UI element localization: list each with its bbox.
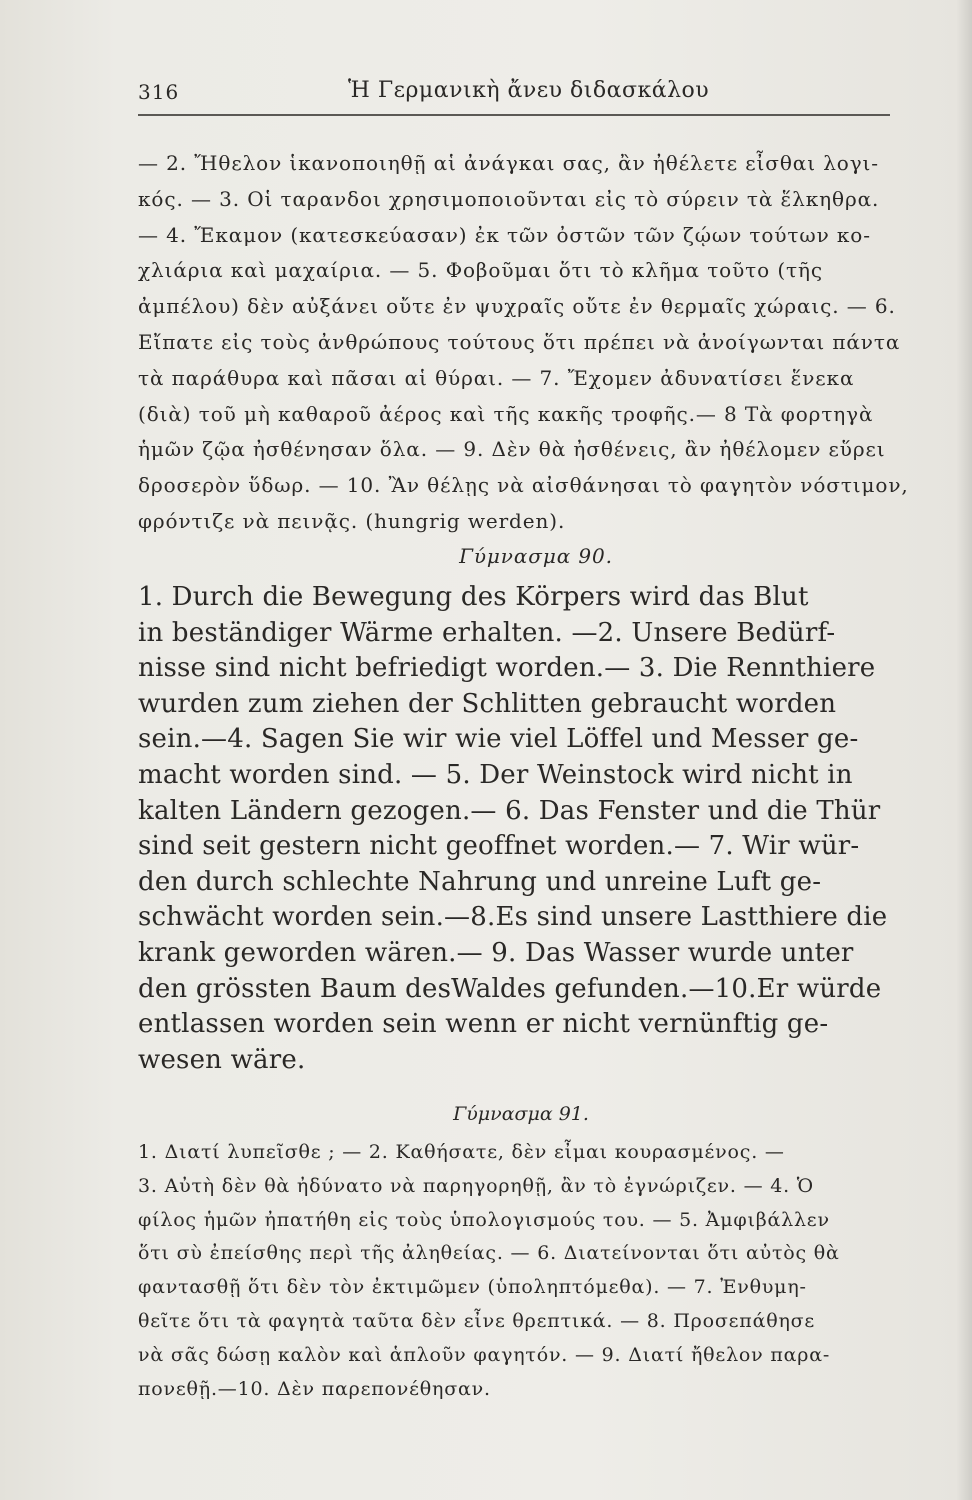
page-number: 316 — [138, 80, 180, 104]
text-line: ἀμπέλου) δὲν αὐξάνει οὔτε ἐν ψυχραῖς οὔτε ἐν θερμαῖς χώραις. — 6. — [138, 294, 896, 319]
page-edge-shadow — [956, 0, 972, 1500]
text-line: in beständiger Wärme erhalten. —2. Unsere Bedürf- — [138, 617, 836, 648]
running-title: Ἡ Γερμανικὴ ἄνευ διδασκάλου — [348, 78, 710, 103]
text-line: φίλος ἡμῶν ἠπατήθη εἰς τοὺς ὑπολογισμούς του. — 5. Ἀμφιβάλλεν — [138, 1208, 830, 1231]
page-header — [138, 70, 898, 116]
text-line: den durch schlechte Nahrung und unreine Luft ge- — [138, 866, 822, 897]
text-line: 1. Διατί λυπεῖσθε ; — 2. Καθήσατε, δὲν εἶμαι κουρασμένος. — — [138, 1141, 785, 1163]
text-line: nisse sind nicht befriedigt worden.— 3. Die Rennthiere — [138, 653, 876, 684]
text-line: Εἴπατε εἰς τοὺς ἀνθρώπους τούτους ὅτι πρέπει νὰ ἀνοίγωνται πάντα — [138, 329, 901, 354]
text-line: wesen wäre. — [138, 1044, 306, 1075]
text-line: κός. — 3. Οἱ ταρανδοι χρησιμοποιοῦνται εἰς τὸ σύρειν τὰ ἕλκηθρα. — [138, 186, 880, 211]
text-line: πονεθῇ.—10. Δὲν παρεπονέθησαν. — [138, 1377, 491, 1400]
text-line: φαντασθῇ ὅτι δὲν τὸν ἐκτιμῶμεν (ὑποληπτόμεθα). — 7. Ἐνθυμη- — [138, 1276, 807, 1299]
text-line: χλιάρια καὶ μαχαίρια. — 5. Φοβοῦμαι ὅτι τὸ κλῆμα τοῦτο (τῆς — [138, 258, 823, 283]
text-line: den grössten Baum desWaldes gefunden.—10.Er würde — [138, 973, 882, 1004]
text-line: (διὰ) τοῦ μὴ καθαροῦ ἀέρος καὶ τῆς κακῆς τροφῆς.— 8 Τὰ φορτηγὰ — [138, 401, 874, 426]
text-line: — 4. Ἔκαμον (κατεσκεύασαν) ἐκ τῶν ὀστῶν τῶν ζῴων τούτων κο- — [138, 222, 871, 247]
text-line: sind seit gestern nicht geoffnet worden.— 7. Wir wür- — [138, 831, 860, 862]
text-line: macht worden sind. — 5. Der Weinstock wird nicht in — [138, 759, 853, 790]
text-line: krank geworden wären.— 9. Das Wasser wurde unter — [138, 937, 854, 968]
section-heading-91: Γύμνασμα 91. — [453, 1103, 589, 1125]
text-line: θεῖτε ὅτι τὰ φαγητὰ ταῦτα δὲν εἶνε θρεπτικά. — 8. Προσεπάθησε — [138, 1309, 816, 1332]
text-line: wurden zum ziehen der Schlitten gebraucht worden — [138, 688, 837, 719]
text-line: ὅτι σὺ ἐπείσθης περὶ τῆς ἀληθείας. — 6. Διατείνονται ὅτι αὐτὸς θὰ — [138, 1242, 840, 1265]
text-line: schwächt worden sein.—8.Es sind unsere Lastthiere die — [138, 902, 888, 933]
text-line: — 2. Ἤθελον ἱκανοποιηθῇ αἱ ἀνάγκαι σας, ἂν ἠθέλετε εἶσθαι λογι- — [138, 151, 879, 175]
german-exercise-text — [138, 580, 904, 1078]
text-line: ἡμῶν ζῷα ἠσθένησαν ὅλα. — 9. Δὲν θὰ ἠσθένεις, ἂν ἠθέλομεν εὕρει — [138, 437, 886, 462]
greek-exercise-text — [138, 146, 909, 572]
text-line: 3. Αὐτὴ δὲν θὰ ἠδύνατο νὰ παρηγορηθῇ, ἂν τὸ ἐγνώριζεν. — 4. Ὁ — [138, 1174, 814, 1197]
text-line: τὰ παράθυρα καὶ πᾶσαι αἱ θύραι. — 7. Ἔχομεν ἀδυνατίσει ἕνεκα — [138, 365, 855, 390]
text-line: φρόντιζε νὰ πεινᾷς. (hungrig werden). — [138, 508, 566, 533]
text-line: νὰ σᾶς δώσῃ καλὸν καὶ ἁπλοῦν φαγητόν. — 9. Διατί ἤθελον παρα- — [138, 1343, 831, 1366]
greek-exercise-2-text — [138, 1136, 904, 1406]
text-line: δροσερὸν ὕδωρ. — 10. Ἂν θέλῃς νὰ αἰσθάνησαι τὸ φαγητὸν νόστιμον, — [138, 473, 909, 498]
text-line: 1. Durch die Bewegung des Körpers wird das Blut — [138, 582, 809, 612]
header-rule — [138, 114, 890, 116]
section-heading-90: Γύμνασμα 90. — [459, 543, 613, 568]
text-line: kalten Ländern gezogen.— 6. Das Fenster und die Thür — [138, 795, 881, 826]
text-line: entlassen worden sein wenn er nicht vernünftig ge- — [138, 1009, 829, 1040]
text-line: sein.—4. Sagen Sie wir wie viel Löffel und Messer ge- — [138, 724, 859, 755]
